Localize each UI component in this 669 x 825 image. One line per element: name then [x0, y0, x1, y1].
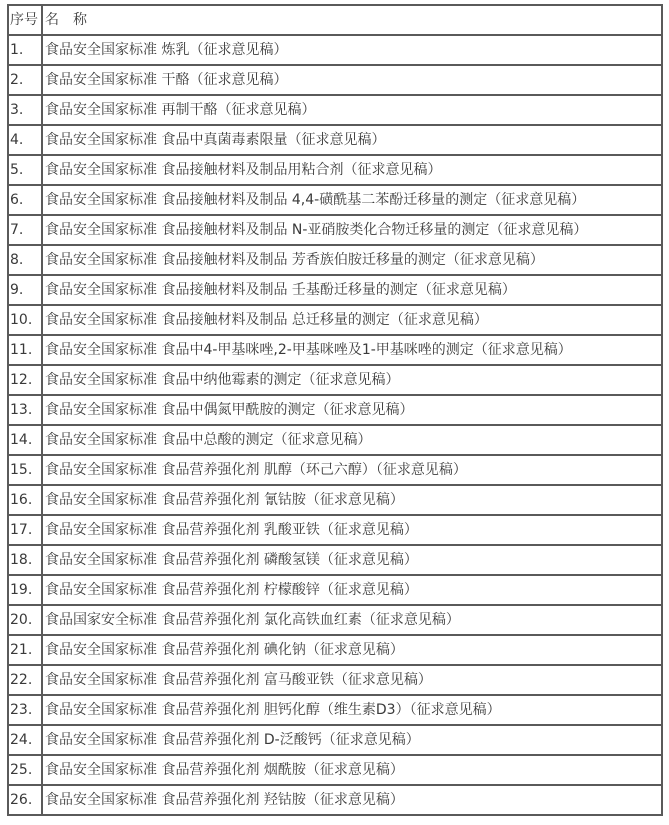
row-name: 食品安全国家标准 食品营养强化剂 碘化钠（征求意见稿）: [42, 635, 662, 665]
table-row: [8, 125, 662, 155]
row-index: 14.: [8, 425, 42, 455]
table-row: [8, 155, 662, 185]
row-index: 3.: [8, 95, 42, 125]
table-row: [8, 95, 662, 125]
row-name: 食品安全国家标准 食品营养强化剂 D-泛酸钙（征求意见稿）: [42, 725, 662, 755]
table-row: [8, 545, 662, 575]
row-index: 22.: [8, 665, 42, 695]
table-row: [8, 185, 662, 215]
table-row: [8, 755, 662, 785]
row-name: 食品安全国家标准 炼乳（征求意见稿）: [42, 35, 662, 65]
row-name: 食品安全国家标准 干酪（征求意见稿）: [42, 65, 662, 95]
row-name: 食品安全国家标准 食品中4-甲基咪唑,2-甲基咪唑及1-甲基咪唑的测定（征求意见稿）: [42, 335, 662, 365]
row-name: 食品安全国家标准 食品营养强化剂 磷酸氢镁（征求意见稿）: [42, 545, 662, 575]
row-name: 食品安全国家标准 食品中总酸的测定（征求意见稿）: [42, 425, 662, 455]
table-row: [8, 395, 662, 425]
standards-table: [7, 4, 663, 816]
row-index: 23.: [8, 695, 42, 725]
table-row: [8, 785, 662, 815]
row-index: 11.: [8, 335, 42, 365]
table-row: [8, 215, 662, 245]
table-row: [8, 665, 662, 695]
table-row: [8, 65, 662, 95]
row-index: 18.: [8, 545, 42, 575]
row-index: 17.: [8, 515, 42, 545]
row-index: 10.: [8, 305, 42, 335]
row-name: 食品安全国家标准 食品营养强化剂 肌醇（环己六醇）（征求意见稿）: [42, 455, 662, 485]
row-name: 食品安全国家标准 食品营养强化剂 羟钴胺（征求意见稿）: [42, 785, 662, 815]
row-name: 食品安全国家标准 食品接触材料及制品 总迁移量的测定（征求意见稿）: [42, 305, 662, 335]
row-index: 6.: [8, 185, 42, 215]
header-index: 序号: [8, 5, 42, 35]
row-index: 15.: [8, 455, 42, 485]
row-index: 7.: [8, 215, 42, 245]
table-row: [8, 335, 662, 365]
row-name: 食品安全国家标准 食品接触材料及制品 壬基酚迁移量的测定（征求意见稿）: [42, 275, 662, 305]
row-name: 食品安全国家标准 食品营养强化剂 烟酰胺（征求意见稿）: [42, 755, 662, 785]
row-name: 食品安全国家标准 食品营养强化剂 氰钴胺（征求意见稿）: [42, 485, 662, 515]
row-index: 25.: [8, 755, 42, 785]
row-index: 8.: [8, 245, 42, 275]
row-name: 食品安全国家标准 食品接触材料及制品 芳香族伯胺迁移量的测定（征求意见稿）: [42, 245, 662, 275]
row-name: 食品安全国家标准 食品中真菌毒素限量（征求意见稿）: [42, 125, 662, 155]
table-row: [8, 695, 662, 725]
row-index: 9.: [8, 275, 42, 305]
row-index: 19.: [8, 575, 42, 605]
row-index: 20.: [8, 605, 42, 635]
row-index: 21.: [8, 635, 42, 665]
table-row: [8, 725, 662, 755]
row-index: 12.: [8, 365, 42, 395]
row-name: 食品安全国家标准 食品营养强化剂 胆钙化醇（维生素D3）（征求意见稿）: [42, 695, 662, 725]
row-name: 食品安全国家标准 食品接触材料及制品 4,4-磺酰基二苯酚迁移量的测定（征求意见稿）: [42, 185, 662, 215]
table-row: [8, 635, 662, 665]
row-name: 食品安全国家标准 食品接触材料及制品用粘合剂（征求意见稿）: [42, 155, 662, 185]
row-index: 13.: [8, 395, 42, 425]
row-index: 24.: [8, 725, 42, 755]
table-row: [8, 575, 662, 605]
table-row: [8, 305, 662, 335]
table-row: [8, 35, 662, 65]
table-row: [8, 245, 662, 275]
table-row: [8, 275, 662, 305]
row-name: 食品安全国家标准 食品营养强化剂 乳酸亚铁（征求意见稿）: [42, 515, 662, 545]
header-name: 名 称: [42, 5, 662, 35]
row-name: 食品安全国家标准 食品营养强化剂 柠檬酸锌（征求意见稿）: [42, 575, 662, 605]
row-index: 4.: [8, 125, 42, 155]
row-index: 5.: [8, 155, 42, 185]
row-index: 1.: [8, 35, 42, 65]
row-name: 食品安全国家标准 食品接触材料及制品 N-亚硝胺类化合物迁移量的测定（征求意见稿）: [42, 215, 662, 245]
table-row: [8, 455, 662, 485]
table-row: [8, 425, 662, 455]
row-index: 2.: [8, 65, 42, 95]
table-row: [8, 605, 662, 635]
row-name: 食品安全国家标准 食品中偶氮甲酰胺的测定（征求意见稿）: [42, 395, 662, 425]
table-row: [8, 365, 662, 395]
row-name: 食品国家安全标准 食品营养强化剂 氯化高铁血红素（征求意见稿）: [42, 605, 662, 635]
row-name: 食品安全国家标准 再制干酪（征求意见稿）: [42, 95, 662, 125]
row-name: 食品安全国家标准 食品营养强化剂 富马酸亚铁（征求意见稿）: [42, 665, 662, 695]
table-row: [8, 515, 662, 545]
row-index: 26.: [8, 785, 42, 815]
row-name: 食品安全国家标准 食品中纳他霉素的测定（征求意见稿）: [42, 365, 662, 395]
row-index: 16.: [8, 485, 42, 515]
table-row: [8, 485, 662, 515]
table-header-row: [8, 5, 662, 35]
